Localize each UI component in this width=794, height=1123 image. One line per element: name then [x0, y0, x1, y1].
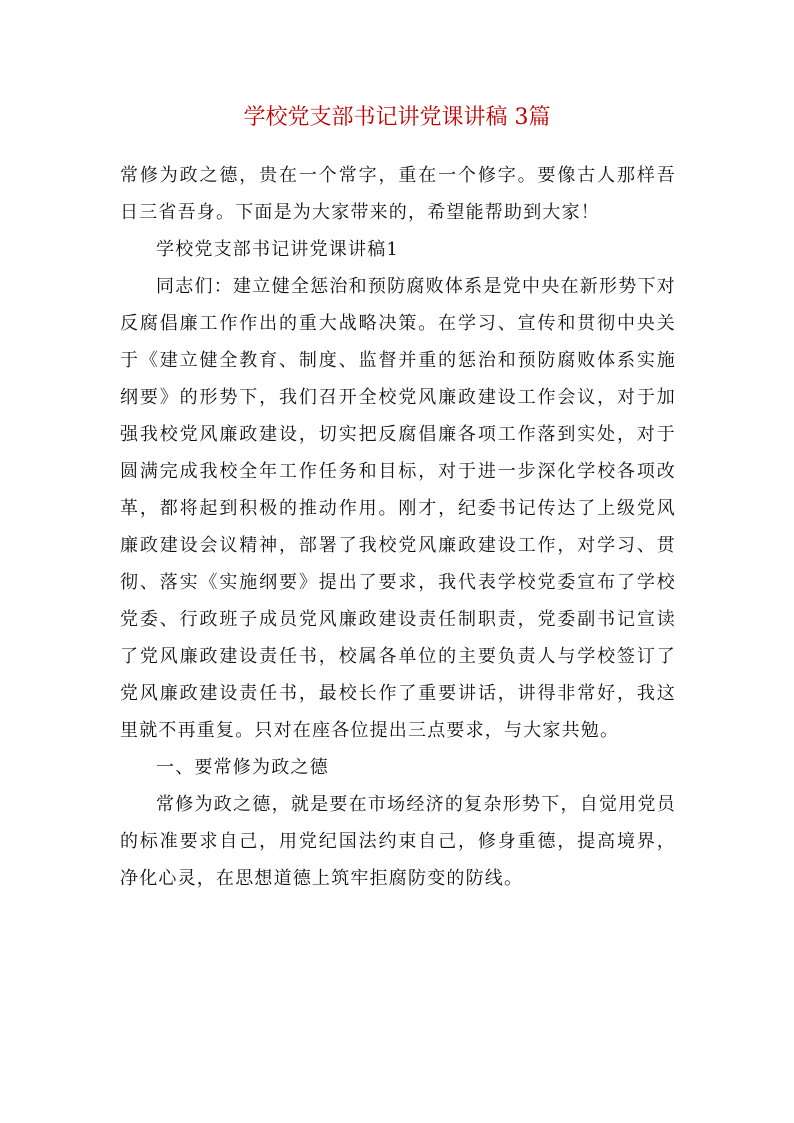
point-paragraph-1: 常修为政之德，就是要在市场经济的复杂形势下，自觉用党员的标准要求自己，用党纪国法约束自己，修身重德，提高境界，净化心灵，在思想道德上筑牢拒腐防变的防线。	[120, 794, 676, 889]
intro-paragraph: 常修为政之德，贵在一个常字，重在一个修字。要像古人那样吾日三省吾身。下面是为大家带来的，希望能帮助到大家！	[120, 165, 676, 223]
point-heading-1: 一、要常修为政之德	[156, 757, 329, 778]
speech-paragraph: 同志们：建立健全惩治和预防腐败体系是党中央在新形势下对反腐倡廉工作作出的重大战略决策。在学习、宣传和贯彻中央关于《建立健全教育、制度、监督并重的惩治和预防腐败体系实施纲要》的形势下，我们召开全校党风廉政建设工作会议，对于加强我校党风廉政建设，切实把反腐倡廉各项工作落到实处，对于圆满完成我校全年工作任务和目标，对于进一步深化学校各项改革，都将起到积极的推动作用。刚才，纪委书记传达了上级党风廉政建设会议精神，部署了我校党风廉政建设工作，对学习、贯彻、落实《实施纲要》提出了要求，我代表学校党委宣布了学校党委、行政班子成员党风廉政建设责任制职责，党委副书记宣读了党风廉政建设责任书，校属各单位的主要负责人与学校签订了党风廉政建设责任书，最校长作了重要讲话，讲得非常好，我这里就不再重复。只对在座各位提出三点要求，与大家共勉。	[120, 276, 676, 741]
section-heading-speech-1: 学校党支部书记讲党课讲稿1	[156, 239, 400, 260]
document-body	[120, 157, 676, 897]
document-title: 学校党支部书记讲党课讲稿 3篇	[243, 105, 551, 130]
